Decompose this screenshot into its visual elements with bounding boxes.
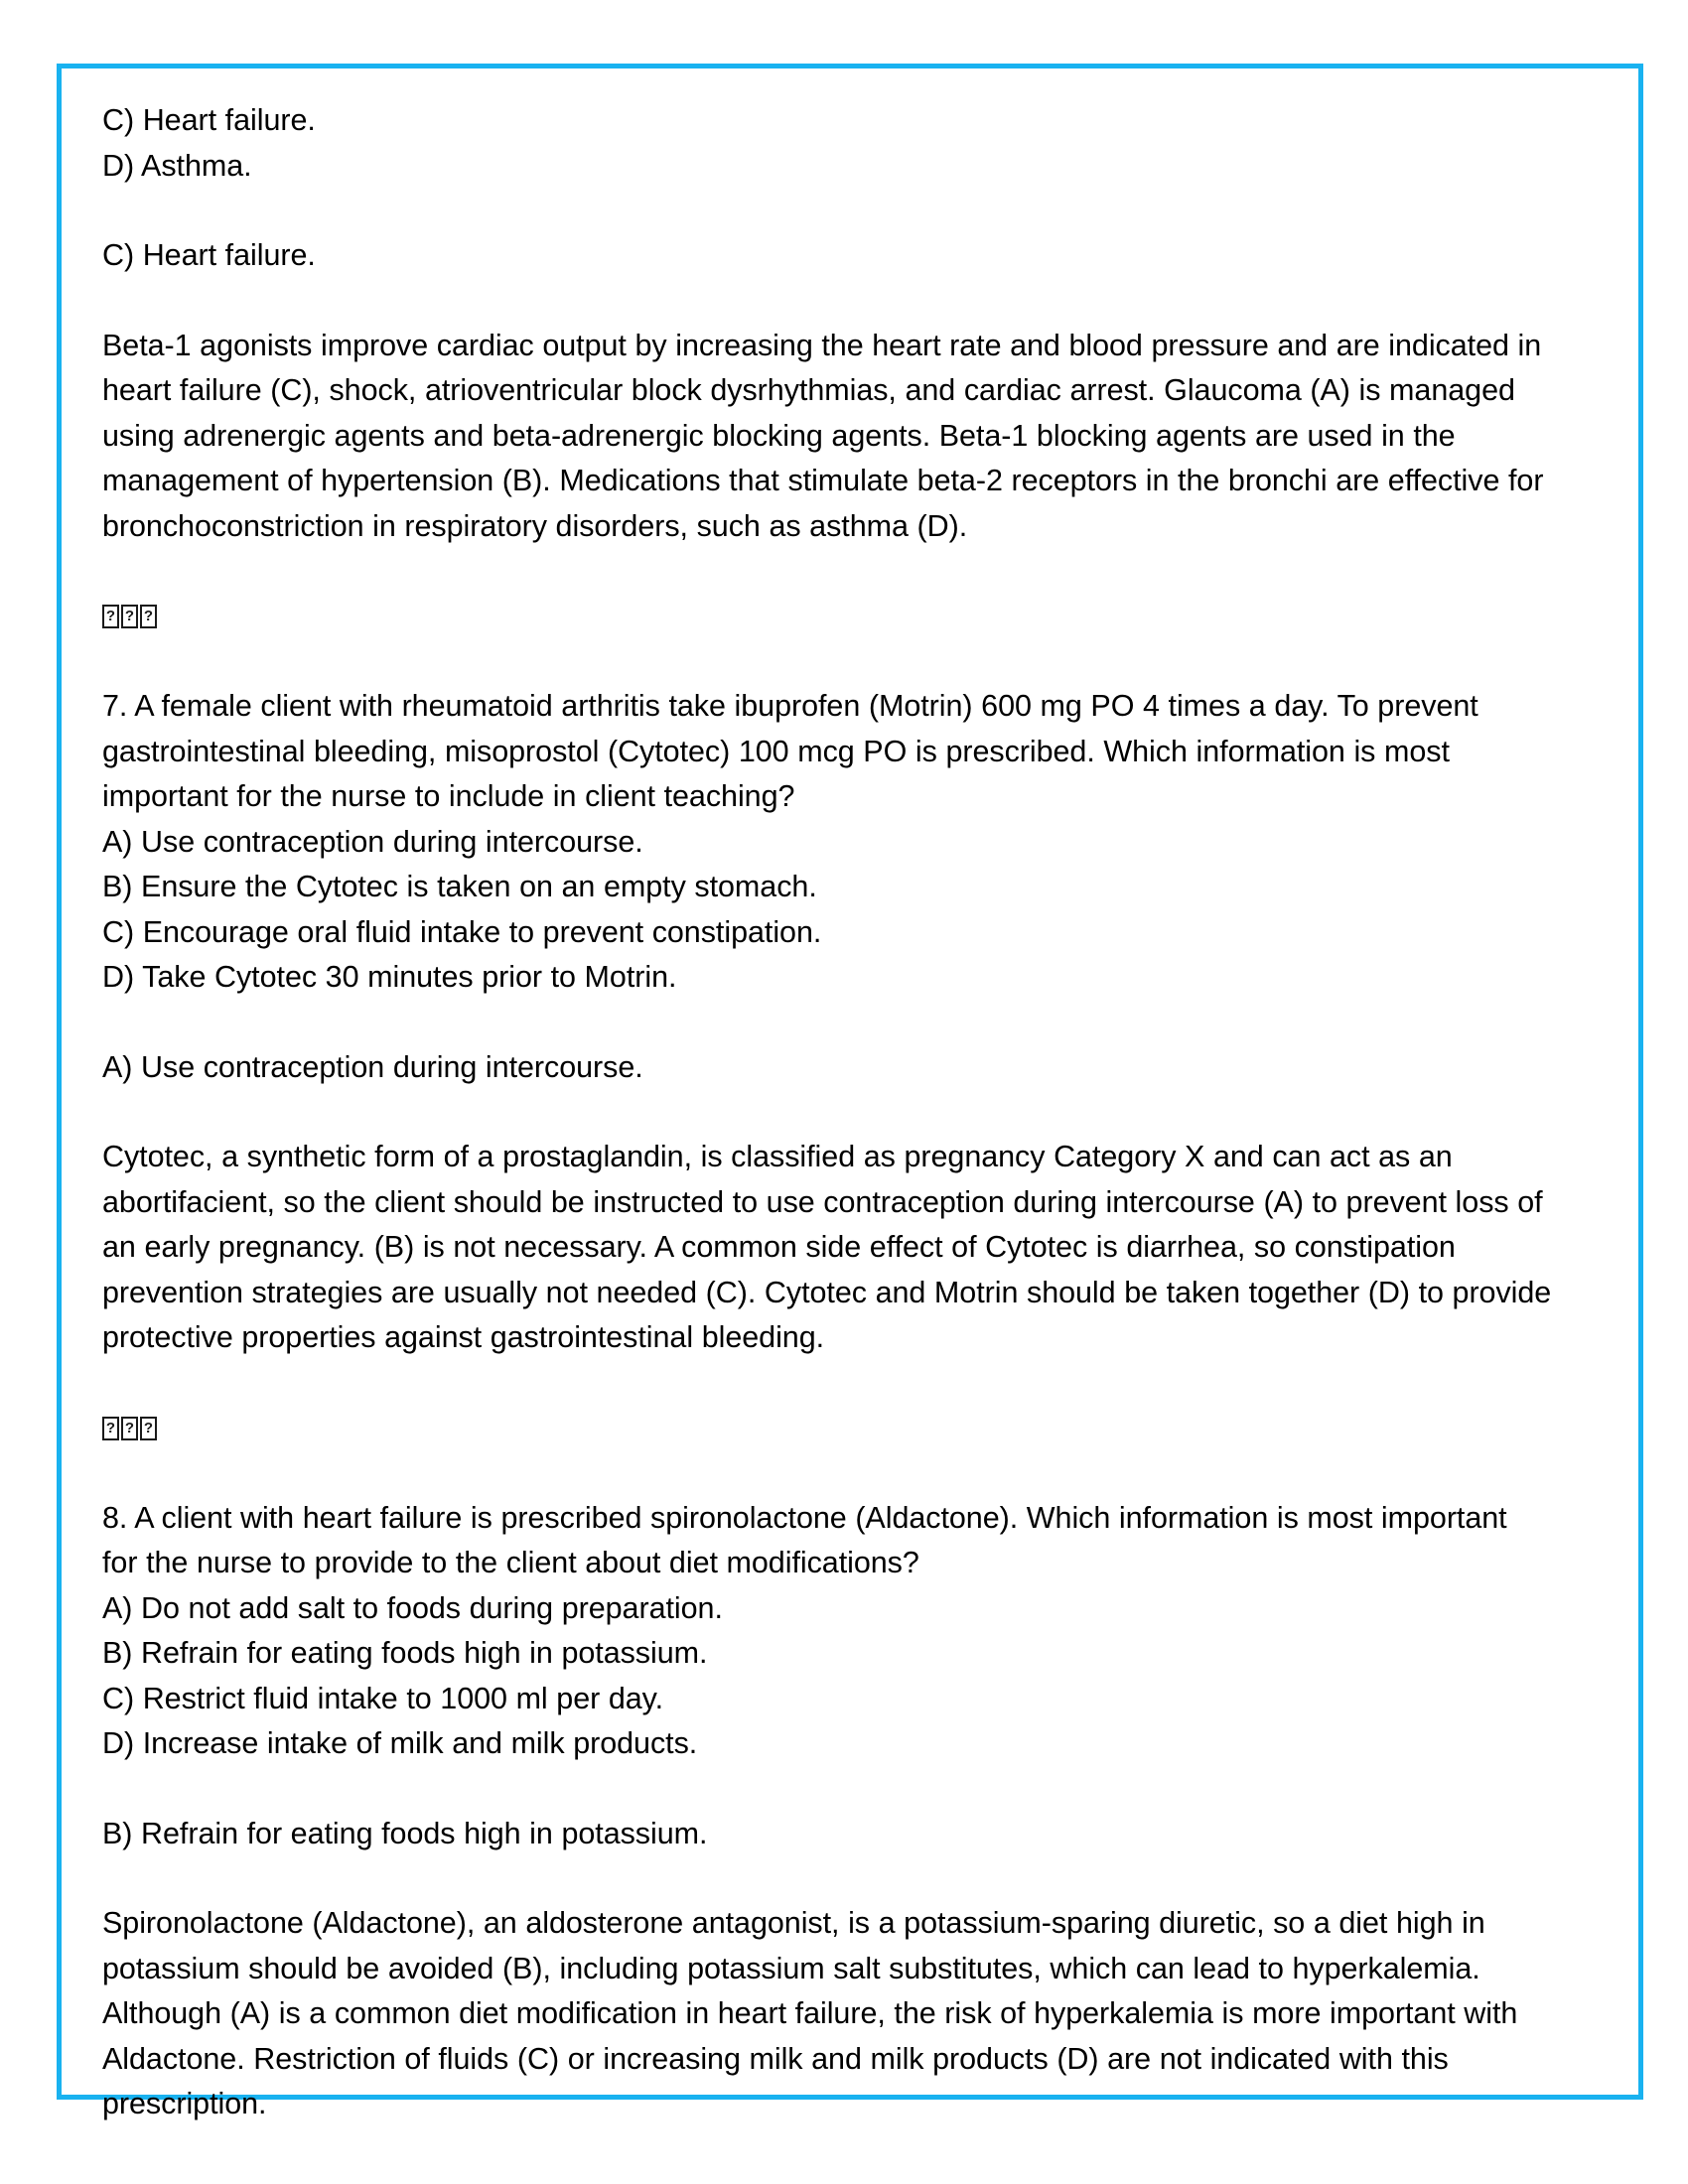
q7-option-d: D) Take Cytotec 30 minutes prior to Motrin. (102, 960, 677, 994)
missing-glyph-box-icon: ? (121, 1417, 138, 1440)
q6-rationale-line-1: Beta-1 agonists improve cardiac output by increasing the heart rate and blood pressure and are indicated in (102, 328, 1542, 362)
q6-answer: C) Heart failure. (102, 238, 316, 272)
spacer (102, 189, 1603, 233)
q8-option-b: B) Refrain for eating foods high in potassium. (102, 1636, 708, 1670)
q7-rationale-line-4: prevention strategies are usually not needed (C). Cytotec and Motrin should be taken together (D) to provide (102, 1275, 1552, 1309)
q8-option-c: C) Restrict fluid intake to 1000 ml per day. (102, 1681, 664, 1715)
q7-rationale-line-3: an early pregnancy. (B) is not necessary. A common side effect of Cytotec is diarrhea, so constipation (102, 1230, 1456, 1264)
q6-rationale-line-2: heart failure (C), shock, atrioventricular block dysrhythmias, and cardiac arrest. Glaucoma (A) is managed (102, 373, 1515, 407)
q7-rationale-line-1: Cytotec, a synthetic form of a prostaglandin, is classified as pregnancy Category X and can act as an (102, 1140, 1453, 1173)
q6-rationale-line-5: bronchoconstriction in respiratory disorders, such as asthma (D). (102, 508, 968, 543)
q8-stem-line-2: for the nurse to provide to the client about diet modifications? (102, 1546, 919, 1579)
document-body (102, 98, 1603, 2127)
q8-stem-line-1: 8. A client with heart failure is prescribed spironolactone (Aldactone). Which information is most important (102, 1500, 1507, 1535)
missing-glyph-box-icon: ? (102, 1417, 119, 1440)
q8-rationale-line-5: prescription. (102, 2087, 267, 2120)
q7-rationale-line-5: protective properties against gastrointestinal bleeding. (102, 1320, 825, 1354)
spacer (102, 1767, 1603, 1812)
q7-stem-line-2: gastrointestinal bleeding, misoprostol (Cytotec) 100 mcg PO is prescribed. Which information is most (102, 734, 1450, 768)
q7-option-c: C) Encourage oral fluid intake to prevent constipation. (102, 914, 822, 949)
q8-option-d: D) Increase intake of milk and milk products. (102, 1726, 698, 1760)
spacer (102, 1001, 1603, 1045)
spacer (102, 279, 1603, 324)
spacer (102, 639, 1603, 684)
spacer (102, 1361, 1603, 1406)
q6-option-d: D) Asthma. (102, 148, 252, 183)
spacer (102, 1451, 1603, 1496)
content-frame-border (57, 64, 1643, 2120)
q6-option-c: C) Heart failure. (102, 103, 316, 137)
q6-rationale-line-4: management of hypertension (B). Medications that stimulate beta-2 receptors in the bronchi are effective for (102, 464, 1544, 497)
spacer (102, 1856, 1603, 1901)
spacer (102, 549, 1603, 594)
q8-answer: B) Refrain for eating foods high in potassium. (102, 1816, 708, 1850)
q8-rationale-line-2: potassium should be avoided (B), including potassium salt substitutes, which can lead to hyperkalemia. (102, 1951, 1480, 1985)
q6-rationale-line-3: using adrenergic agents and beta-adrenergic blocking agents. Beta-1 blocking agents are used in the (102, 418, 1456, 453)
missing-glyph-box-icon: ? (140, 1417, 157, 1440)
q7-option-b: B) Ensure the Cytotec is taken on an empty stomach. (102, 870, 817, 903)
q7-stem-line-1: 7. A female client with rheumatoid arthritis take ibuprofen (Motrin) 600 mg PO 4 times a day. To prevent (102, 689, 1478, 723)
q7-answer: A) Use contraception during intercourse. (102, 1049, 643, 1084)
missing-glyph-box-icon: ? (102, 605, 119, 628)
missing-glyph-box-icon: ? (121, 605, 138, 628)
q7-option-a: A) Use contraception during intercourse. (102, 824, 643, 859)
missing-glyph-box-icon: ? (140, 605, 157, 628)
separator-missing-glyphs-2 (102, 1406, 1603, 1451)
q8-option-a: A) Do not add salt to foods during preparation. (102, 1590, 723, 1625)
q8-rationale-line-3: Although (A) is a common diet modification in heart failure, the risk of hyperkalemia is more important with (102, 1996, 1518, 2030)
q8-rationale-line-1: Spironolactone (Aldactone), an aldosterone antagonist, is a potassium-sparing diuretic, so a diet high in (102, 1906, 1485, 1940)
q8-rationale-line-4: Aldactone. Restriction of fluids (C) or increasing milk and milk products (D) are not indicated with this (102, 2041, 1449, 2076)
q7-rationale-line-2: abortifacient, so the client should be instructed to use contraception during intercourse (A) to prevent loss of (102, 1184, 1543, 1219)
spacer (102, 1090, 1603, 1135)
separator-missing-glyphs-1 (102, 594, 1603, 639)
q7-stem-line-3: important for the nurse to include in client teaching? (102, 779, 795, 813)
